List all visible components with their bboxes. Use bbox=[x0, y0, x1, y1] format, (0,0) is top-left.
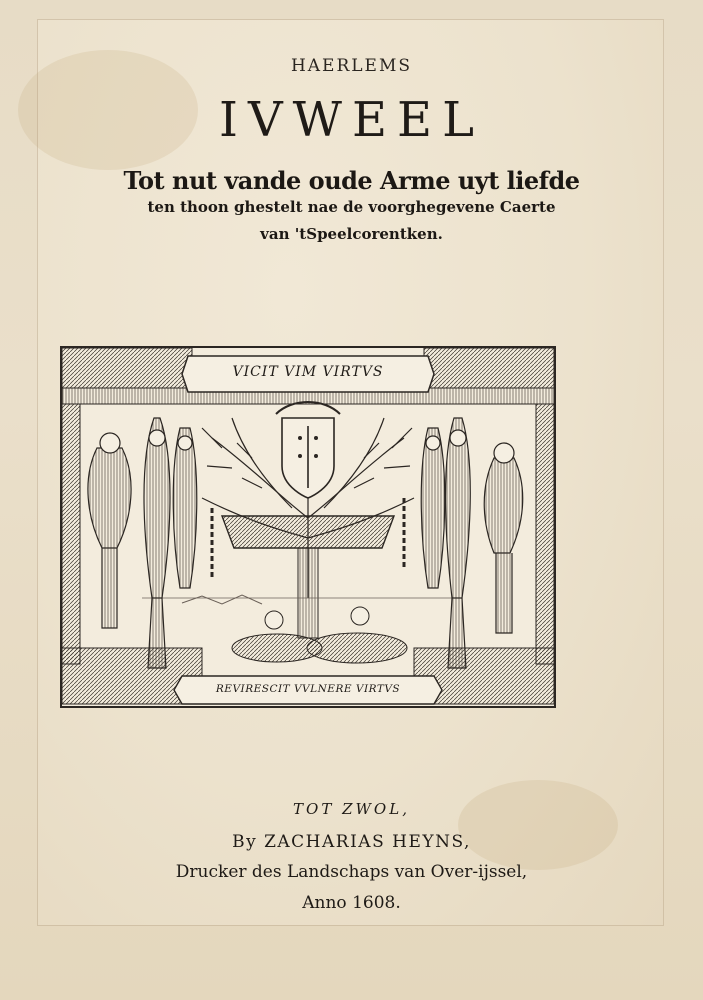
subtitle-line-3: van 'tSpeelcorentken. bbox=[260, 225, 443, 243]
emblem-top-motto: VICIT VIM VIRTVS bbox=[232, 364, 384, 380]
subtitle-line-1: Tot nut vande oude Arme uyt liefde bbox=[123, 166, 580, 195]
emblem-bottom-motto: REVIRESCIT VVLNERE VIRTVS bbox=[215, 683, 401, 695]
emblem-engraving bbox=[62, 348, 554, 706]
title-small: HAERLEMS bbox=[290, 56, 413, 76]
imprint-place: TOT ZWOL, bbox=[293, 800, 410, 818]
subtitle-line-2: ten thoon ghestelt nae de voorghegevene Caerte bbox=[147, 198, 556, 216]
imprint-role: Drucker des Landschaps van Over-ijssel, bbox=[175, 862, 528, 882]
title-main: IVWEEL bbox=[219, 92, 484, 148]
engraved-emblem bbox=[60, 346, 556, 708]
imprint-year: Anno 1608. bbox=[302, 893, 401, 913]
paper-stain bbox=[458, 780, 618, 870]
imprint-printer: By ZACHARIAS HEYNS, bbox=[232, 832, 471, 852]
